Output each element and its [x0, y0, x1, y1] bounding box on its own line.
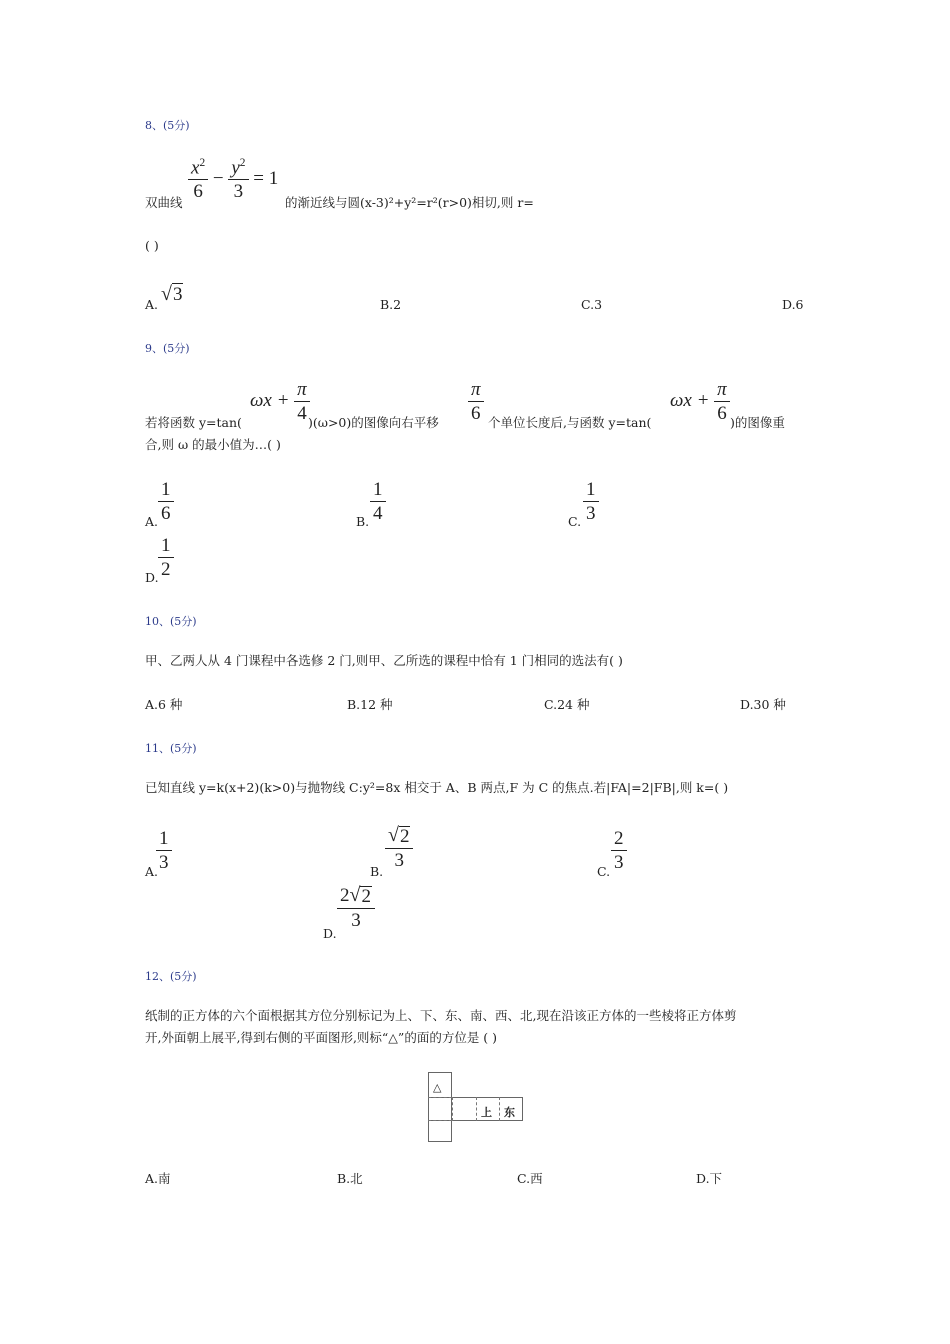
q9-header: 9、(5分)	[145, 342, 190, 355]
q9-math-omega-pi-4: ωx + $\frac{\pi}{4}$	[250, 380, 310, 423]
q11-option-a-label: A.	[145, 864, 159, 879]
q10-header: 10、(5分)	[145, 615, 197, 628]
q9-option-c-value: $\frac{1}{3}$	[583, 480, 599, 523]
q8-option-c: C.3	[581, 297, 603, 312]
q11-option-d-value: 2 √ 2 3	[337, 886, 375, 930]
q9-math-omega-pi-6: ωx + $\frac{\pi}{6}$	[670, 380, 730, 423]
q12-text-line-1: 纸制的正方体的六个面根据其方位分别标记为上、下、东、南、西、北,现在沿该正方体的一些棱将正方体剪	[145, 1008, 737, 1023]
q12-option-d: D.下	[696, 1171, 723, 1186]
cube-net-up-face: 上	[481, 1106, 492, 1119]
cube-net-diagram	[428, 1072, 524, 1142]
cube-net-fold-1	[428, 1097, 452, 1098]
q10-option-d: D.30 种	[740, 697, 786, 712]
q11-option-d-label: D.	[323, 926, 337, 941]
cube-net-triangle-face: △	[433, 1081, 442, 1094]
q12-text-line-2: 开,外面朝上展平,得到右侧的平面图形,则标“△”的面的方位是 ( )	[145, 1030, 498, 1045]
q10-option-c: C.24 种	[544, 697, 590, 712]
q11-option-c-value: $\frac{2}{3}$	[611, 829, 627, 872]
q12-option-b: B.北	[337, 1171, 363, 1186]
q8-option-b: B.2	[380, 297, 402, 312]
q8-text-pre: 双曲线	[145, 195, 183, 210]
q9-text-line-2: 合,则 ω 的最小值为…( )	[145, 437, 281, 452]
q12-option-c: C.西	[517, 1171, 543, 1186]
q9-option-a-value: $\frac{1}{6}$	[158, 480, 174, 523]
q8-header: 8、(5分)	[145, 119, 190, 132]
q9-text-part-2: )(ω>0)的图像向右平移	[308, 415, 439, 430]
q8-option-a-value: √ 3	[161, 283, 183, 305]
q9-option-a-label: A.	[145, 514, 159, 529]
q8-option-a-label: A.	[145, 297, 159, 312]
q9-option-d-value: $\frac{1}{2}$	[158, 536, 174, 579]
cube-net-east-face: 东	[504, 1106, 515, 1119]
q8-answer-blank: ( )	[145, 238, 159, 253]
cube-net-fold-2	[428, 1120, 452, 1121]
q8-option-d: D.6	[782, 297, 804, 312]
q9-text-part-1: 若将函数 y=tan(	[145, 415, 242, 430]
q11-header: 11、(5分)	[145, 742, 197, 755]
q9-math-pi-6: $\frac{\pi}{6}$	[468, 380, 484, 423]
q11-option-b-value: √ 2 3	[385, 826, 413, 870]
cube-net-fold-5	[499, 1097, 500, 1121]
q10-option-b: B.12 种	[347, 697, 393, 712]
q9-option-c-label: C.	[568, 514, 582, 529]
q9-option-b-value: $\frac{1}{4}$	[370, 480, 386, 523]
cube-net-fold-4	[476, 1097, 477, 1121]
q12-header: 12、(5分)	[145, 970, 197, 983]
q9-text-part-3: 个单位长度后,与函数 y=tan(	[488, 415, 652, 430]
q9-text-part-4: )的图像重	[730, 415, 785, 430]
q10-option-a: A.6 种	[145, 697, 183, 712]
cube-net-fold-3	[452, 1097, 453, 1121]
q12-option-a: A.南	[145, 1171, 171, 1186]
q11-option-a-value: $\frac{1}{3}$	[156, 829, 172, 872]
q8-text-post: 的渐近线与圆(x-3)²+y²=r²(r>0)相切,则 r=	[285, 195, 534, 210]
q8-hyperbola-equation: $\frac{x^2}{6}$ − $\frac{y^2}{3}$ = 1	[188, 158, 278, 201]
q11-option-b-label: B.	[370, 864, 384, 879]
q11-option-c-label: C.	[597, 864, 611, 879]
q9-option-d-label: D.	[145, 570, 159, 585]
q10-text: 甲、乙两人从 4 门课程中各选修 2 门,则甲、乙所选的课程中恰有 1 门相同的选法有( )	[145, 653, 623, 668]
q9-option-b-label: B.	[356, 514, 370, 529]
q11-text: 已知直线 y=k(x+2)(k>0)与抛物线 C:y²=8x 相交于 A、B 两点,F 为 C 的焦点.若|FA|=2|FB|,则 k=( )	[145, 780, 729, 795]
